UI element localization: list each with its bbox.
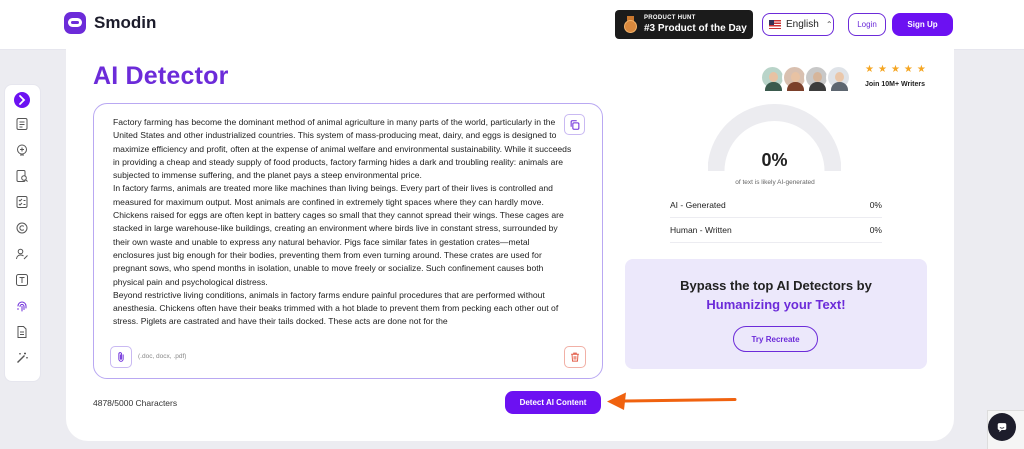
brand-logo[interactable] [64, 12, 156, 34]
human-written-value: 0% [869, 225, 882, 235]
page-title: AI Detector [93, 62, 229, 90]
avatar [826, 65, 851, 90]
login-button[interactable]: Login [848, 13, 886, 36]
document-icon[interactable] [14, 116, 30, 132]
brain-icon[interactable] [14, 142, 30, 158]
star-icon: ★ [903, 64, 913, 75]
text-editor[interactable] [93, 103, 603, 379]
product-hunt-label: PRODUCT HUNT [644, 15, 696, 21]
ai-generated-label: AI - Generated [670, 200, 726, 210]
humanize-promo-card [625, 259, 927, 369]
ai-score-value: 0% [761, 150, 788, 170]
star-icon: ★ [865, 64, 874, 75]
human-written-label: Human - Written [670, 225, 732, 235]
editor-paragraph: In factory farms, animals are treated more like machines than living beings. Every part of their lives is controlled and measured for maximum output. Most animals are confined in extremely tight spaces where they can hardly move. Chickens raised for eggs are often kept in battery cages so small that they cannot spread their wings. These cages are stacked in large warehouse-like buildings, creating an environment where birds live in constant stress, surrounded by their own waste and unable to express any natural behavior. Pigs face similar fates in gestation crates—metal enclosures just big enough for their bodies, preventing them from even turning around. These crates are used for pregnant sows, who spend months in isolation, unable to move freely or socialize. Such confinement causes both physical pain and psychological distress. [113, 183, 564, 287]
upload-file-types: (.doc, docx, .pdf) [138, 353, 187, 360]
signup-button[interactable]: Sign Up [892, 13, 953, 36]
promo-highlight: Humanizing your Text! [706, 297, 846, 312]
star-icon: ★ [890, 64, 900, 75]
ai-score-caption: of text is likely AI-generated [735, 179, 815, 186]
text-icon[interactable] [14, 272, 30, 288]
user-pen-icon[interactable] [14, 246, 30, 262]
chat-support-button[interactable] [988, 413, 1016, 441]
try-recreate-button[interactable]: Try Recreate [733, 326, 818, 352]
language-label: English [786, 19, 819, 30]
human-written-row [670, 216, 882, 243]
search-document-icon[interactable] [14, 168, 30, 184]
input-textarea[interactable] [113, 116, 573, 336]
file-edit-icon[interactable] [14, 324, 30, 340]
editor-paragraph: Factory farming has become the dominant method of animal agriculture in many parts of the world, particularly in the United States and other industrialized countries. This system of mass-producing meat, dairy, and eggs is designed to maximize efficiency and profit, often at the expense of animal welfare and environmental sustainability. While it succeeds in providing a cheap and steady supply of food products, factory farming hides a dark and troubling reality: animals are subjected to immense suffering, and the planet pays a steep environmental price. [113, 117, 572, 181]
promo-headline: Bypass the top AI Detectors by [680, 278, 872, 293]
ai-generated-value: 0% [869, 200, 882, 210]
annotation-arrow-icon [604, 389, 739, 415]
language-selector[interactable] [762, 13, 834, 36]
brand-name: Smodin [94, 13, 157, 32]
fingerprint-icon[interactable] [14, 298, 30, 314]
editor-paragraph: Beyond restrictive living conditions, animals in factory farms endure painful procedures that are performed without anesthesia. Chickens often have their beaks trimmed with a hot blade to prevent them from pecking each other out of stress. Piglets are castrated and have their tails docked. These acts are done not for the [113, 289, 559, 327]
product-hunt-badge[interactable] [615, 10, 753, 39]
join-writers-text: Join 10M+ Writers [865, 81, 925, 88]
magic-wand-icon[interactable] [14, 350, 30, 366]
chevron-updown-icon: ⌃ [825, 20, 833, 29]
tool-sidebar [4, 84, 41, 382]
rating-stars [865, 64, 926, 75]
checklist-icon[interactable] [14, 194, 30, 210]
paperclip-icon[interactable] [110, 346, 132, 368]
chat-icon [996, 421, 1008, 433]
us-flag-icon [769, 20, 781, 29]
trash-icon[interactable] [564, 346, 586, 368]
smodin-logo-icon [64, 12, 86, 34]
copy-icon[interactable] [564, 114, 585, 135]
product-hunt-rank: #3 Product of the Day [644, 23, 747, 34]
star-icon: ★ [916, 64, 926, 75]
detect-ai-content-button[interactable]: Detect AI Content [505, 391, 601, 414]
top-header [0, 0, 1024, 50]
medal-icon [624, 16, 637, 33]
chevron-right-icon[interactable] [14, 92, 30, 108]
character-count: 4878/5000 Characters [93, 398, 178, 408]
star-icon: ★ [877, 64, 887, 75]
ai-generated-row [670, 191, 882, 218]
copyright-icon[interactable] [14, 220, 30, 236]
